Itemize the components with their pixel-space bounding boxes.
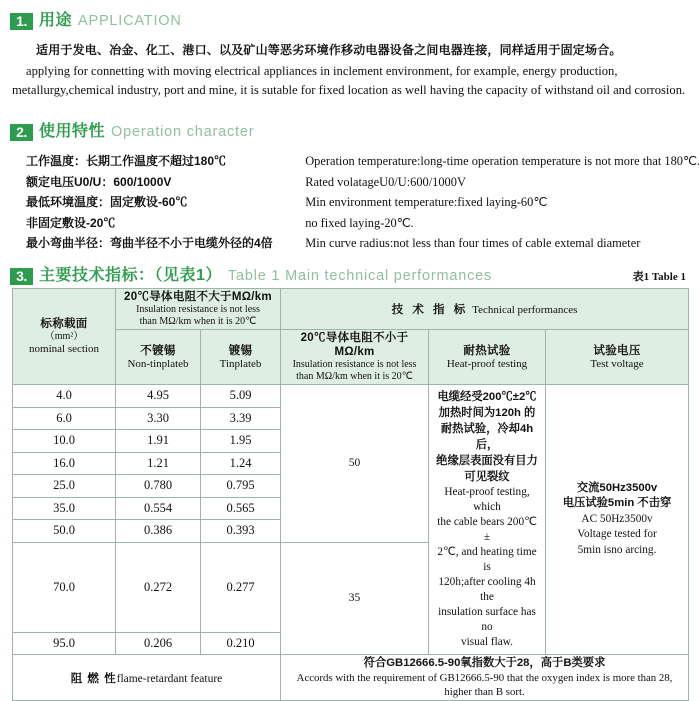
cell-heat-proof-testing [429,385,546,655]
cell-nominal-section: 6.0 [13,407,116,430]
cell-test-voltage [546,385,689,655]
table-row [13,385,689,408]
header-voltage-cn: 试验电压 [593,344,641,357]
spec-item-cn: 最低环境温度：固定敷设-60℃ [26,195,188,209]
cell-tinplate: 3.39 [201,407,281,430]
flame-value-cn: 符合GB12666.5-90氧指数大于28，高于B类要求 [363,657,606,669]
header-tinplate-cn: 镀锡 [228,344,253,357]
section-operation-character [0,118,700,254]
header-non-tinplate [116,330,201,385]
header-voltage-en: Test voltage [590,357,644,370]
section-2-title-en: Operation character [111,124,255,140]
header-technical-cn: 技 术 指 标 [391,304,469,316]
section-3-title-cn: 主要技术指标：（见表1） [39,267,222,284]
cell-nominal-section: 10.0 [13,430,116,453]
table-head [13,289,689,385]
header-test-voltage [546,330,689,385]
cell-nominal-section: 70.0 [13,542,116,632]
section-2-heading [0,118,700,141]
voltage-en-line2: Voltage tested for [577,528,657,541]
heat-en-line3: 2℃, and heating time is [437,546,537,573]
operation-spec-list-cn [0,151,305,254]
header-insulation-cn: 20℃导体电阻不小于MΩ/km [300,332,409,358]
table-header-row-1 [13,289,689,330]
application-paragraph-cn: 适用于发电、冶金、化工、港口、以及矿山等恶劣环境作移动电器设备之间电器连接，同样适用于固定场合。 [36,43,622,57]
cell-nominal-section: 35.0 [13,497,116,520]
technical-performance-table [12,288,689,701]
header-non-tinplate-en: Non-tinplateb [127,357,189,370]
header-heat-en: Heat-proof testing [446,357,528,370]
cell-tinplate: 0.393 [201,520,281,543]
application-paragraph-en-line2: port and mine, it is sutable for fixed location as well having the capacity of withstand oil and corrosion. [164,83,686,97]
cell-tinplate: 0.277 [201,542,281,632]
heat-cn-line3: 耐热试验，冷却4h后， [440,423,534,451]
section-1-title-en: APPLICATION [78,13,182,29]
header-nominal-section [13,289,116,385]
cell-non-tinplate: 3.30 [116,407,201,430]
section-1-number: 1. [10,13,33,30]
voltage-cn-line2: 电压试验5min 不击穿 [562,497,672,510]
header-nominal-section-unit: （mm²） [44,331,84,342]
heat-cn-line4: 绝缘层表面没有目力 [436,455,538,467]
cell-flame-retardant-value [281,655,689,701]
cell-tinplate: 5.09 [201,385,281,408]
cell-nominal-section: 50.0 [13,520,116,543]
heat-en-line6: visual flaw. [461,636,513,648]
header-technical-performances [281,289,689,330]
header-tinplate-en: Tinplateb [219,357,262,370]
voltage-cn-line1: 交流50Hz3500v [576,481,658,494]
section-3-heading [0,262,700,285]
cell-non-tinplate: 1.91 [116,430,201,453]
cell-non-tinplate: 0.780 [116,475,201,498]
header-insulation-resistance [281,330,429,385]
spec-item-cn: 非固定敷设-20℃ [26,215,116,230]
cell-nominal-section: 25.0 [13,475,116,498]
cell-flame-retardant-label [13,655,281,701]
flame-label-en: flame-retardant feature [116,672,223,685]
header-heat-proof-testing [429,330,546,385]
heat-cn-line1: 电缆经受200℃±2℃ [437,391,537,403]
cell-nominal-section: 16.0 [13,452,116,475]
cell-tinplate: 1.95 [201,430,281,453]
table-caption: 表1 Table 1 [632,271,686,283]
section-2-number: 2. [10,124,33,141]
header-insulation-en-line2: than MΩ/km when it is 20℃ [296,371,413,382]
cell-tinplate: 0.210 [201,632,281,655]
header-resistance-cn: 20℃导体电阻不大于MΩ/km [124,291,272,303]
spec-item-cn: 最小弯曲半径：弯曲半径不小于电缆外径的4倍 [26,236,273,250]
voltage-en-line1: AC 50Hz3500v [581,512,653,525]
spec-item-en: Rated volatageU0/U:600/1000V [305,174,466,189]
section-1-body [0,41,700,100]
table-body [13,385,689,701]
header-nominal-section-cn: 标称载面 [40,318,88,330]
header-heat-cn: 耐热试验 [463,344,511,357]
header-nominal-section-en: nominal section [29,343,99,355]
cell-non-tinplate: 0.386 [116,520,201,543]
cell-non-tinplate: 0.272 [116,542,201,632]
spec-item-cn: 额定电压U0/U：600/1000V [26,174,172,189]
flame-label-cn: 阻 燃 性 [70,672,117,685]
header-tinplate [201,330,281,385]
cell-nominal-section: 4.0 [13,385,116,408]
header-insulation-en-line1: Insulation resistance is not less [292,359,417,370]
cell-insulation-resistance-group-1: 50 [281,385,429,543]
cell-non-tinplate: 0.554 [116,497,201,520]
cell-nominal-section: 95.0 [13,632,116,655]
header-technical-en: Technical performances [472,304,578,316]
cell-non-tinplate: 0.206 [116,632,201,655]
section-1-heading [0,7,700,30]
cell-tinplate: 1.24 [201,452,281,475]
application-paragraph-en-line1: applying for connetting with moving electrical appliances in inclement environment, for example, energy production, metallurgy,chemical industry, [12,64,618,97]
cell-tinplate: 0.795 [201,475,281,498]
heat-en-line2: the cable bears 200℃ ± [437,516,537,543]
voltage-en-line3: 5min isno arcing. [577,543,657,556]
heat-en-line1: Heat-proof testing, which [444,486,530,513]
spec-item-cn: 工作温度：长期工作温度不超过180℃ [26,154,227,168]
application-paragraph-en [12,62,686,100]
operation-spec-list-en [305,151,700,254]
section-3-title-en: Table 1 Main technical performances [227,268,493,284]
spec-item-en: Min environment temperature:fixed laying-60℃ [305,195,548,209]
header-resistance-group [116,289,281,330]
header-resistance-en-line2: than MΩ/km when it is 20℃ [139,316,257,327]
cell-insulation-resistance-group-2: 35 [281,542,429,655]
cell-non-tinplate: 1.21 [116,452,201,475]
section-1-title-cn: 用途 [39,12,73,29]
spec-item-en: Min curve radius:not less than four times of cable extemal diameter [305,236,641,250]
heat-en-line4: 120h;after cooling 4h the [438,576,536,603]
cell-tinplate: 0.565 [201,497,281,520]
heat-cn-line5: 可见裂纹 [464,471,510,483]
flame-value-en: Accords with the requirement of GB12666.5-90 that the oxygen index is more than 28, higher than B sort. [296,672,673,698]
section-3-number: 3. [10,268,33,285]
header-non-tinplate-cn: 不镀锡 [140,344,176,357]
spec-item-en: Operation temperature:long-time operation temperature is not more that 180℃. [305,154,700,168]
heat-cn-line2: 加热时间为120h 的 [438,407,536,419]
section-application [0,7,700,100]
operation-spec-columns [0,151,700,254]
table-row-flame-retardant [13,655,689,701]
cell-non-tinplate: 4.95 [116,385,201,408]
section-technical-performances [0,262,700,698]
header-resistance-en-line1: Insulation resistance is not less [136,304,260,315]
section-2-title-cn: 使用特性 [39,123,106,140]
spec-item-en: no fixed laying-20℃. [305,215,414,230]
heat-en-line5: insulation surface has no [438,606,536,633]
